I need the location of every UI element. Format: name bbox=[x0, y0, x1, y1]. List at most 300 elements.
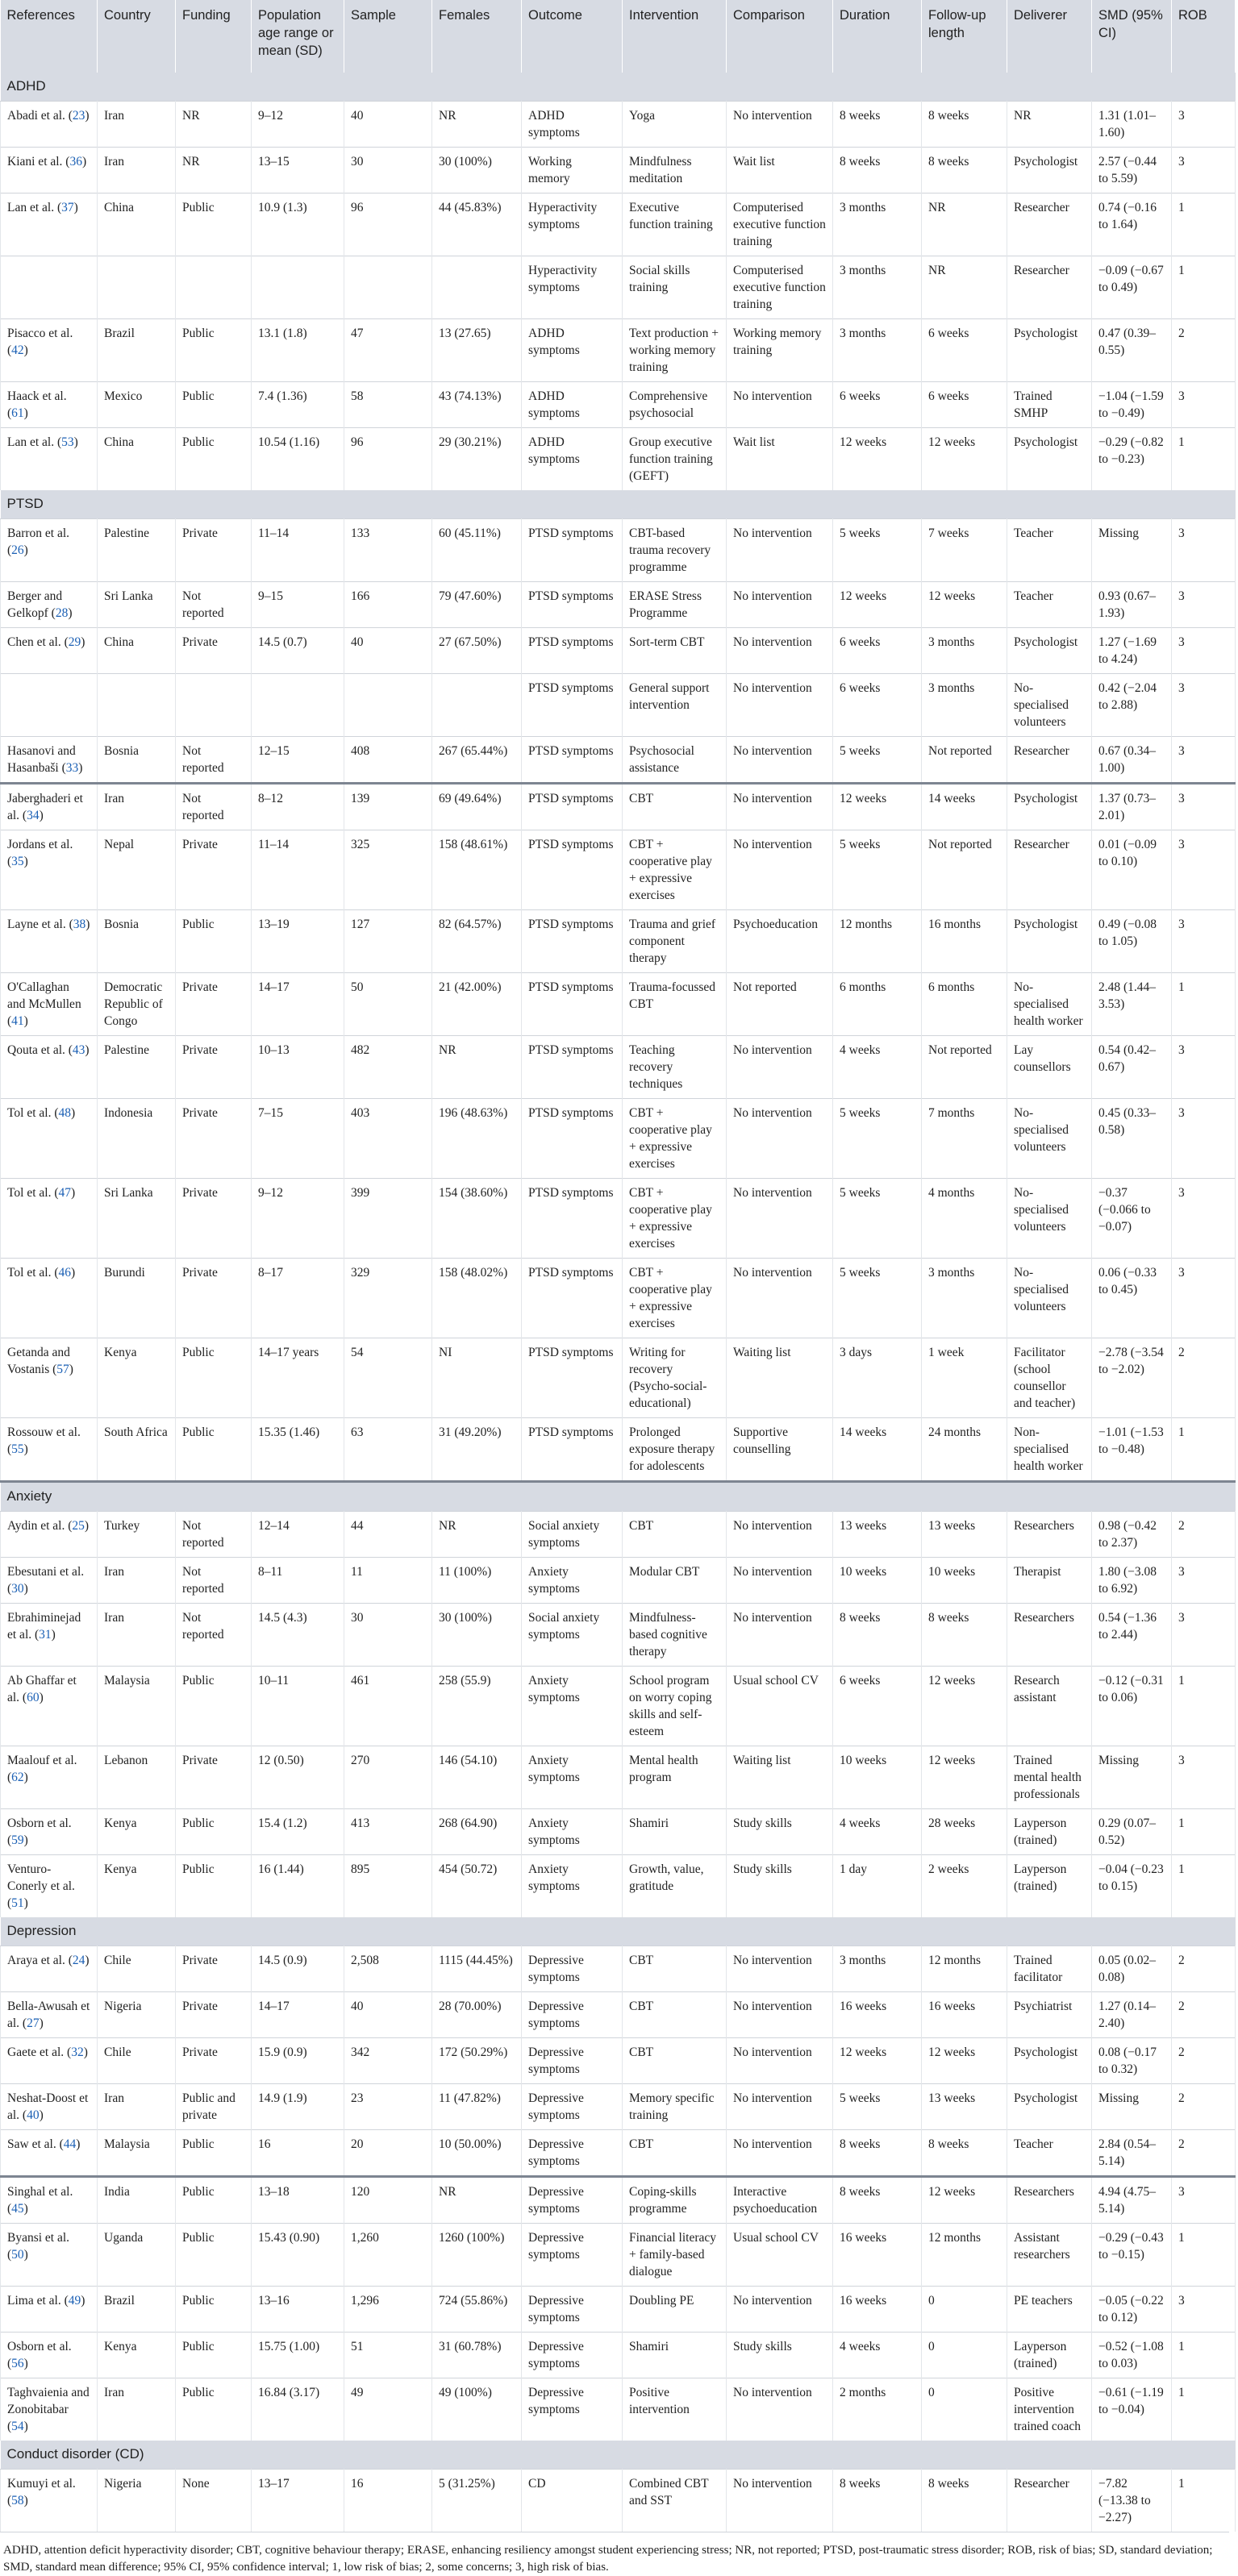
table-cell: Psychosocial assistance bbox=[623, 737, 727, 784]
table-cell: Research assistant bbox=[1007, 1667, 1092, 1746]
table-cell: 1 day bbox=[833, 1855, 922, 1918]
table-cell: Hyperactivity symptoms bbox=[522, 256, 623, 319]
reference-cell bbox=[1, 737, 98, 784]
table-row bbox=[1, 1604, 1236, 1667]
table-cell: 5 weeks bbox=[833, 737, 922, 784]
table-cell: Trained facilitator bbox=[1007, 1946, 1092, 1992]
table-cell: Sri Lanka bbox=[98, 582, 176, 628]
table-cell: Not reported bbox=[176, 784, 252, 830]
reference-author: Lan et al. ( bbox=[7, 201, 62, 214]
table-row bbox=[1, 1558, 1236, 1604]
table-cell: No intervention bbox=[727, 2038, 833, 2084]
table-cell: Depressive symptoms bbox=[522, 2333, 623, 2378]
table-cell: 403 bbox=[344, 1099, 432, 1179]
table-cell: 5 weeks bbox=[833, 1099, 922, 1179]
citation-close: ) bbox=[73, 435, 78, 449]
reference-author: Abadi et al. ( bbox=[7, 109, 73, 123]
reference-author: Taghvaienia and Zonobitabar ( bbox=[7, 2386, 90, 2433]
citation-link[interactable]: 26 bbox=[11, 543, 24, 557]
citation-link[interactable]: 44 bbox=[63, 2137, 77, 2151]
reference-cell bbox=[1, 830, 98, 910]
table-cell: 43 (74.13%) bbox=[432, 382, 522, 428]
table-row bbox=[1, 910, 1236, 973]
table-cell: Waiting list bbox=[727, 1746, 833, 1809]
table-cell: 8 weeks bbox=[922, 2130, 1007, 2177]
table-cell: 2 bbox=[1172, 2038, 1236, 2084]
table-cell: Private bbox=[176, 830, 252, 910]
table-cell: No intervention bbox=[727, 1036, 833, 1099]
table-cell: Psychologist bbox=[1007, 910, 1092, 973]
reference-author: Tol et al. ( bbox=[7, 1186, 59, 1200]
table-cell: 1 bbox=[1172, 1855, 1236, 1918]
table-cell: Public bbox=[176, 2130, 252, 2177]
table-cell: 15.43 (0.90) bbox=[252, 2224, 344, 2287]
table-cell: PTSD symptoms bbox=[522, 830, 623, 910]
citation-link[interactable]: 49 bbox=[68, 2294, 81, 2308]
table-cell: ADHD symptoms bbox=[522, 319, 623, 382]
citation-link[interactable]: 58 bbox=[11, 2494, 24, 2507]
citation-link[interactable]: 55 bbox=[11, 1442, 24, 1456]
reference-author: Layne et al. ( bbox=[7, 918, 73, 931]
table-cell: 12–14 bbox=[252, 1512, 344, 1558]
column-header: Follow-up length bbox=[922, 0, 1007, 73]
reference-author: Araya et al. ( bbox=[7, 1954, 73, 1967]
section-title: Conduct disorder (CD) bbox=[1, 2441, 1236, 2470]
table-cell: Brazil bbox=[98, 319, 176, 382]
citation-link[interactable]: 43 bbox=[72, 1043, 85, 1057]
table-cell: 10 (50.00%) bbox=[432, 2130, 522, 2177]
reference-cell bbox=[1, 1946, 98, 1992]
table-cell: No intervention bbox=[727, 1179, 833, 1259]
citation-close: ) bbox=[23, 855, 28, 868]
table-row bbox=[1, 582, 1236, 628]
table-cell: Researchers bbox=[1007, 1512, 1092, 1558]
table-cell: Public bbox=[176, 2224, 252, 2287]
citation-link[interactable]: 62 bbox=[11, 1771, 24, 1784]
table-cell: 12 weeks bbox=[922, 2038, 1007, 2084]
table-cell: Private bbox=[176, 1746, 252, 1809]
citation-close: ) bbox=[81, 155, 87, 169]
table-cell: Depressive symptoms bbox=[522, 2084, 623, 2130]
table-cell: 3 bbox=[1172, 582, 1236, 628]
citation-link[interactable]: 27 bbox=[27, 2016, 40, 2030]
table-cell: 3 bbox=[1172, 674, 1236, 737]
table-cell: 1 bbox=[1172, 2224, 1236, 2287]
table-cell bbox=[432, 674, 522, 737]
table-cell: 14.5 (0.7) bbox=[252, 628, 344, 674]
table-cell: Public bbox=[176, 382, 252, 428]
table-cell: −0.09 (−0.67 to 0.49) bbox=[1092, 256, 1172, 319]
table-cell: Anxiety symptoms bbox=[522, 1746, 623, 1809]
table-cell: Memory specific training bbox=[623, 2084, 727, 2130]
table-header bbox=[1, 0, 1236, 73]
citation-link[interactable]: 25 bbox=[72, 1519, 85, 1533]
table-cell: 20 bbox=[344, 2130, 432, 2177]
table-cell: 5 weeks bbox=[833, 1259, 922, 1338]
citation-link[interactable]: 31 bbox=[39, 1628, 52, 1642]
table-cell: 1,260 bbox=[344, 2224, 432, 2287]
table-cell: CBT-based trauma recovery programme bbox=[623, 519, 727, 582]
table-cell: Private bbox=[176, 1099, 252, 1179]
table-row bbox=[1, 194, 1236, 256]
citation-link[interactable]: 56 bbox=[11, 2357, 24, 2370]
table-cell: 79 (47.60%) bbox=[432, 582, 522, 628]
table-cell: 14 weeks bbox=[833, 1418, 922, 1482]
citation-link[interactable]: 42 bbox=[11, 343, 24, 357]
table-cell: 11 bbox=[344, 1558, 432, 1604]
table-cell: 9–15 bbox=[252, 582, 344, 628]
table-cell: Public bbox=[176, 1855, 252, 1918]
reference-cell bbox=[1, 1746, 98, 1809]
table-cell: 40 bbox=[344, 628, 432, 674]
table-cell: 325 bbox=[344, 830, 432, 910]
citation-link[interactable]: 35 bbox=[11, 855, 24, 868]
table-cell: ADHD symptoms bbox=[522, 102, 623, 148]
reference-author: Berger and Gelkopf ( bbox=[7, 589, 63, 620]
table-cell: 14 weeks bbox=[922, 784, 1007, 830]
citation-link[interactable]: 61 bbox=[11, 406, 24, 420]
table-cell: CBT bbox=[623, 784, 727, 830]
table-cell: 4 weeks bbox=[833, 2333, 922, 2378]
citation-close: ) bbox=[70, 1106, 76, 1120]
table-cell: No intervention bbox=[727, 628, 833, 674]
table-cell: 12 months bbox=[922, 2224, 1007, 2287]
table-cell: 82 (64.57%) bbox=[432, 910, 522, 973]
reference-author: Ebesutani et al. ( bbox=[7, 1565, 85, 1596]
table-cell: Teacher bbox=[1007, 582, 1092, 628]
reference-author: Rossouw et al. ( bbox=[7, 1425, 81, 1456]
table-cell: PTSD symptoms bbox=[522, 1099, 623, 1179]
reference-author: Hasanovi and Hasanbaši ( bbox=[7, 744, 76, 775]
table-cell: 724 (55.86%) bbox=[432, 2287, 522, 2333]
citation-link[interactable]: 46 bbox=[58, 1266, 71, 1280]
table-cell: Positive intervention bbox=[623, 2378, 727, 2441]
citation-link[interactable]: 47 bbox=[58, 1186, 71, 1200]
table-cell: 4 weeks bbox=[833, 1036, 922, 1099]
table-footnote: ADHD, attention deficit hyperactivity disorder; CBT, cognitive behaviour therapy; ERASE, enhancing resiliency amongst student experiencing stress; NR, not reported; PTSD, post-traumatic stress disorder; ROB, risk of bias; SD, standard deviation; SMD, standard mean difference; 95% CI, 95% confidence interval; 1, low risk of bias; 2, some concerns; 3, high risk of bias. bbox=[0, 2532, 1229, 2576]
table-cell: 13 weeks bbox=[833, 1512, 922, 1558]
table-cell: Public bbox=[176, 2177, 252, 2224]
table-cell: Nigeria bbox=[98, 2470, 176, 2532]
table-cell: Depressive symptoms bbox=[522, 2130, 623, 2177]
table-cell: 13–19 bbox=[252, 910, 344, 973]
citation-link[interactable]: 60 bbox=[27, 1691, 40, 1704]
table-cell: −1.04 (−1.59 to −0.49) bbox=[1092, 382, 1172, 428]
table-cell: 196 (48.63%) bbox=[432, 1099, 522, 1179]
citation-link[interactable]: 24 bbox=[72, 1954, 85, 1967]
table-cell: School program on worry coping skills and self-esteem bbox=[623, 1667, 727, 1746]
reference-cell bbox=[1, 628, 98, 674]
table-row bbox=[1, 1259, 1236, 1338]
table-cell: Social anxiety symptoms bbox=[522, 1604, 623, 1667]
table-cell: Depressive symptoms bbox=[522, 1946, 623, 1992]
reference-cell bbox=[1, 910, 98, 973]
table-row bbox=[1, 674, 1236, 737]
citation-link[interactable]: 53 bbox=[61, 435, 74, 449]
table-cell: 5 weeks bbox=[833, 830, 922, 910]
table-cell: PTSD symptoms bbox=[522, 973, 623, 1036]
reference-author: O'Callaghan and McMullen ( bbox=[7, 980, 81, 1028]
table-cell: 12 weeks bbox=[833, 582, 922, 628]
column-header: Females bbox=[432, 0, 522, 73]
table-row bbox=[1, 382, 1236, 428]
reference-author: Bella-Awusah et al. ( bbox=[7, 2000, 90, 2030]
citation-link[interactable]: 38 bbox=[73, 918, 86, 931]
citation-link[interactable]: 54 bbox=[11, 2420, 24, 2433]
table-row bbox=[1, 1418, 1236, 1482]
citation-link[interactable]: 57 bbox=[56, 1363, 69, 1376]
table-cell: Not reported bbox=[922, 1036, 1007, 1099]
table-cell: 8–17 bbox=[252, 1259, 344, 1338]
citation-link[interactable]: 29 bbox=[68, 635, 81, 649]
citation-link[interactable]: 50 bbox=[11, 2248, 24, 2262]
table-cell: No intervention bbox=[727, 382, 833, 428]
table-cell: 3 bbox=[1172, 784, 1236, 830]
table-cell: 1 bbox=[1172, 1418, 1236, 1482]
reference-author: Ebrahiminejad et al. ( bbox=[7, 1611, 81, 1642]
table-cell: 158 (48.61%) bbox=[432, 830, 522, 910]
table-cell: Psychologist bbox=[1007, 2038, 1092, 2084]
citation-close: ) bbox=[39, 809, 44, 822]
table-row bbox=[1, 2038, 1236, 2084]
table-cell: 12 weeks bbox=[833, 2038, 922, 2084]
citation-close: ) bbox=[23, 2248, 28, 2262]
table-cell: Private bbox=[176, 519, 252, 582]
table-cell: Public bbox=[176, 2287, 252, 2333]
table-cell: Study skills bbox=[727, 1809, 833, 1855]
table-cell: 50 bbox=[344, 973, 432, 1036]
table-cell: 60 (45.11%) bbox=[432, 519, 522, 582]
table-cell: Iran bbox=[98, 2378, 176, 2441]
section-title: Anxiety bbox=[1, 1482, 1236, 1512]
citation-link[interactable]: 30 bbox=[11, 1582, 24, 1596]
reference-author: Tol et al. ( bbox=[7, 1106, 59, 1120]
table-cell: 2 bbox=[1172, 2084, 1236, 2130]
reference-author: Tol et al. ( bbox=[7, 1266, 59, 1280]
table-cell: 11 (47.82%) bbox=[432, 2084, 522, 2130]
table-cell: 1260 (100%) bbox=[432, 2224, 522, 2287]
table-cell: Psychologist bbox=[1007, 628, 1092, 674]
citation-close: ) bbox=[23, 2494, 28, 2507]
table-cell: Burundi bbox=[98, 1259, 176, 1338]
table-cell: Public bbox=[176, 910, 252, 973]
table-cell: CBT + cooperative play + expressive exercises bbox=[623, 1099, 727, 1179]
table-cell: PTSD symptoms bbox=[522, 737, 623, 784]
table-cell: 16.84 (3.17) bbox=[252, 2378, 344, 2441]
reference-cell bbox=[1, 1259, 98, 1338]
table-cell: 14–17 years bbox=[252, 1338, 344, 1418]
table-cell: CD bbox=[522, 2470, 623, 2532]
table-cell: 2 bbox=[1172, 1992, 1236, 2038]
table-cell: 2,508 bbox=[344, 1946, 432, 1992]
table-row bbox=[1, 784, 1236, 830]
section-row bbox=[1, 2441, 1236, 2470]
citation-link[interactable]: 51 bbox=[11, 1896, 24, 1910]
citation-link[interactable]: 37 bbox=[61, 201, 74, 214]
table-cell: Malaysia bbox=[98, 2130, 176, 2177]
table-cell: Iran bbox=[98, 148, 176, 194]
reference-cell bbox=[1, 973, 98, 1036]
table-cell: 3 bbox=[1172, 1036, 1236, 1099]
table-cell: Therapist bbox=[1007, 1558, 1092, 1604]
table-cell: Teacher bbox=[1007, 2130, 1092, 2177]
table-cell bbox=[344, 256, 432, 319]
table-cell: 0.42 (−2.04 to 2.88) bbox=[1092, 674, 1172, 737]
table-cell: 408 bbox=[344, 737, 432, 784]
table-cell: Hyperactivity symptoms bbox=[522, 194, 623, 256]
table-cell: 49 bbox=[344, 2378, 432, 2441]
citation-link[interactable]: 40 bbox=[27, 2108, 40, 2122]
table-cell: 0.49 (−0.08 to 1.05) bbox=[1092, 910, 1172, 973]
table-cell: 12–15 bbox=[252, 737, 344, 784]
table-cell: −0.12 (−0.31 to 0.06) bbox=[1092, 1667, 1172, 1746]
citation-close: ) bbox=[23, 406, 28, 420]
table-cell: 12 weeks bbox=[922, 428, 1007, 491]
table-cell: 28 weeks bbox=[922, 1809, 1007, 1855]
table-cell: 12 weeks bbox=[922, 1746, 1007, 1809]
table-cell: 16 (1.44) bbox=[252, 1855, 344, 1918]
table-row bbox=[1, 1179, 1236, 1259]
table-cell: −0.52 (−1.08 to 0.03) bbox=[1092, 2333, 1172, 2378]
table-row bbox=[1, 2224, 1236, 2287]
table-cell: PTSD symptoms bbox=[522, 1338, 623, 1418]
table-cell: Psychologist bbox=[1007, 148, 1092, 194]
table-cell: Not reported bbox=[176, 582, 252, 628]
citation-link[interactable]: 45 bbox=[11, 2202, 24, 2216]
citation-close: ) bbox=[23, 1896, 28, 1910]
section-row bbox=[1, 1482, 1236, 1512]
citation-link[interactable]: 32 bbox=[71, 2045, 84, 2059]
table-cell: 13 weeks bbox=[922, 1512, 1007, 1558]
citation-close: ) bbox=[23, 2357, 28, 2370]
table-cell: Private bbox=[176, 2038, 252, 2084]
table-cell: 12 weeks bbox=[922, 1667, 1007, 1746]
table-cell: Group executive function training (GEFT) bbox=[623, 428, 727, 491]
table-cell: Public bbox=[176, 1338, 252, 1418]
table-cell: 1.27 (0.14–2.40) bbox=[1092, 1992, 1172, 2038]
citation-link[interactable]: 36 bbox=[69, 155, 82, 169]
table-cell: No intervention bbox=[727, 519, 833, 582]
table-cell: PE teachers bbox=[1007, 2287, 1092, 2333]
table-cell: 1.27 (−1.69 to 4.24) bbox=[1092, 628, 1172, 674]
citation-close: ) bbox=[39, 1691, 44, 1704]
citation-close: ) bbox=[69, 1363, 73, 1376]
table-cell: 21 (42.00%) bbox=[432, 973, 522, 1036]
table-cell: 8 weeks bbox=[833, 148, 922, 194]
reference-cell bbox=[1, 2287, 98, 2333]
table-cell: Not reported bbox=[922, 830, 1007, 910]
citation-link[interactable]: 34 bbox=[27, 809, 40, 822]
table-cell: 3 bbox=[1172, 148, 1236, 194]
reference-cell bbox=[1, 2084, 98, 2130]
table-cell: Public and private bbox=[176, 2084, 252, 2130]
table-cell: 16 weeks bbox=[833, 2287, 922, 2333]
table-cell: PTSD symptoms bbox=[522, 1036, 623, 1099]
table-cell: NR bbox=[922, 256, 1007, 319]
column-header: Outcome bbox=[522, 0, 623, 73]
table-cell: 14.9 (1.9) bbox=[252, 2084, 344, 2130]
table-cell: 267 (65.44%) bbox=[432, 737, 522, 784]
table-cell: 8 weeks bbox=[922, 148, 1007, 194]
table-cell: Lay counsellors bbox=[1007, 1036, 1092, 1099]
table-cell bbox=[98, 256, 176, 319]
reference-author: Lima et al. ( bbox=[7, 2294, 69, 2308]
table-cell: 0.47 (0.39–0.55) bbox=[1092, 319, 1172, 382]
section-title: PTSD bbox=[1, 490, 1236, 519]
table-row bbox=[1, 2130, 1236, 2177]
table-cell: 1,296 bbox=[344, 2287, 432, 2333]
table-cell: 9–12 bbox=[252, 1179, 344, 1259]
table-cell: Researcher bbox=[1007, 194, 1092, 256]
table-cell: 1 bbox=[1172, 194, 1236, 256]
table-cell: 3 months bbox=[922, 628, 1007, 674]
citation-link[interactable]: 41 bbox=[11, 1014, 24, 1028]
table-cell: Lebanon bbox=[98, 1746, 176, 1809]
table-cell: Chile bbox=[98, 1946, 176, 1992]
table-cell: Kenya bbox=[98, 1855, 176, 1918]
table-cell: 7.4 (1.36) bbox=[252, 382, 344, 428]
table-cell: Psychologist bbox=[1007, 319, 1092, 382]
table-cell: 1 bbox=[1172, 256, 1236, 319]
table-cell: Private bbox=[176, 973, 252, 1036]
citation-close: ) bbox=[23, 543, 28, 557]
table-cell: 7 weeks bbox=[922, 519, 1007, 582]
citation-close: ) bbox=[70, 1186, 76, 1200]
citation-close: ) bbox=[85, 1043, 90, 1057]
table-cell: No intervention bbox=[727, 1259, 833, 1338]
table-cell: 0.98 (−0.42 to 2.37) bbox=[1092, 1512, 1172, 1558]
table-cell: 11–14 bbox=[252, 519, 344, 582]
table-cell: Private bbox=[176, 1259, 252, 1338]
table-cell: 3 bbox=[1172, 382, 1236, 428]
table-cell: Public bbox=[176, 1809, 252, 1855]
table-cell: China bbox=[98, 194, 176, 256]
reference-author: Jaberghaderi et al. ( bbox=[7, 792, 83, 822]
table-cell: 5 weeks bbox=[833, 1179, 922, 1259]
table-cell: Shamiri bbox=[623, 2333, 727, 2378]
table-cell: 146 (54.10) bbox=[432, 1746, 522, 1809]
table-cell: Public bbox=[176, 319, 252, 382]
table-cell: No intervention bbox=[727, 102, 833, 148]
table-cell: 1 bbox=[1172, 1667, 1236, 1746]
reference-author: Pisacco et al. ( bbox=[7, 327, 73, 357]
table-cell: Computerised executive function training bbox=[727, 194, 833, 256]
table-cell bbox=[176, 674, 252, 737]
table-cell: 454 (50.72) bbox=[432, 1855, 522, 1918]
table-cell: −2.78 (−3.54 to −2.02) bbox=[1092, 1338, 1172, 1418]
table-cell: Sort-term CBT bbox=[623, 628, 727, 674]
table-cell: 58 bbox=[344, 382, 432, 428]
citation-link[interactable]: 59 bbox=[11, 1833, 24, 1847]
table-cell: CBT + cooperative play + expressive exercises bbox=[623, 1259, 727, 1338]
table-cell: Working memory bbox=[522, 148, 623, 194]
column-header: Funding bbox=[176, 0, 252, 73]
citation-close: ) bbox=[84, 1519, 90, 1533]
table-cell: 1 bbox=[1172, 2378, 1236, 2441]
citation-link[interactable]: 28 bbox=[55, 606, 69, 620]
table-cell: PTSD symptoms bbox=[522, 1179, 623, 1259]
citation-link[interactable]: 33 bbox=[65, 761, 79, 775]
citation-link[interactable]: 23 bbox=[72, 109, 85, 123]
table-cell: −1.01 (−1.53 to −0.48) bbox=[1092, 1418, 1172, 1482]
reference-cell bbox=[1, 519, 98, 582]
table-row bbox=[1, 1512, 1236, 1558]
table-cell: 1 bbox=[1172, 428, 1236, 491]
citation-link[interactable]: 48 bbox=[58, 1106, 71, 1120]
table-cell: 268 (64.90) bbox=[432, 1809, 522, 1855]
citation-close: ) bbox=[73, 201, 78, 214]
table-cell: Nepal bbox=[98, 830, 176, 910]
